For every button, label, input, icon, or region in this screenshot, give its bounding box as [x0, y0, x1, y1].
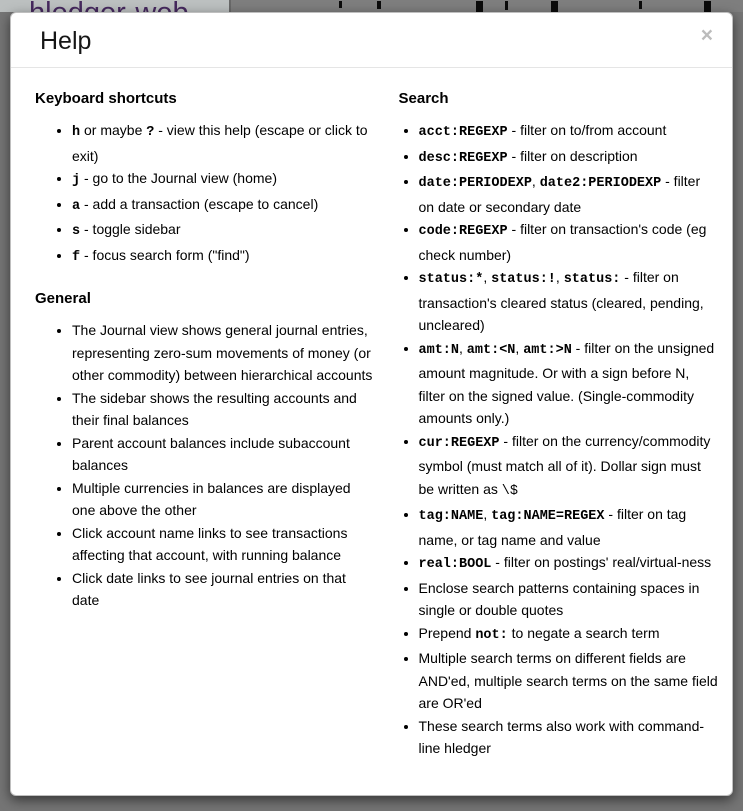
- help-list: [399, 119, 719, 760]
- code-token: a: [72, 198, 81, 214]
- code-token: tag:NAME: [418, 509, 484, 524]
- heading-glyph: [639, 1, 642, 9]
- modal-title: Help: [40, 27, 92, 55]
- code-token: tag:NAME=REGEX: [491, 509, 605, 524]
- heading-glyph: [704, 1, 711, 12]
- code-token: status:*: [418, 272, 484, 287]
- text-token: The Journal view shows general journal entries, representing zero-sum movements of money (or other commodity) between hierarchical accounts: [72, 322, 373, 383]
- text-token: ,: [555, 269, 564, 285]
- code-token: ?: [146, 125, 155, 140]
- close-icon[interactable]: ×: [700, 24, 713, 47]
- list-item: [419, 577, 719, 622]
- list-item: [72, 387, 377, 432]
- list-item: [419, 503, 719, 551]
- code-token: \$: [501, 483, 518, 499]
- code-token: j: [72, 173, 81, 188]
- text-token: - filter on transaction's code (eg check number): [418, 221, 707, 263]
- help-modal: [10, 12, 733, 796]
- code-token: s: [72, 224, 81, 239]
- text-token: or maybe: [80, 122, 147, 138]
- code-token: date:PERIODEXP: [418, 176, 532, 191]
- text-token: - filter on transaction's cleared status (cleared, pending, uncleared): [418, 269, 704, 333]
- code-token: desc:REGEXP: [418, 150, 508, 166]
- section-heading: Search: [398, 90, 449, 107]
- text-token: - filter on postings' real/virtual-ness: [491, 554, 712, 570]
- code-token: status:: [563, 272, 621, 287]
- list-item: [419, 647, 719, 715]
- text-token: Click date links to see journal entries on that date: [72, 569, 346, 608]
- list-item: [72, 319, 377, 387]
- page-sidebar-fragment: [0, 0, 231, 12]
- text-token: - filter on tag name, or tag name and value: [418, 506, 687, 548]
- list-item: [72, 432, 377, 477]
- code-token: status:!: [491, 272, 556, 287]
- help-list: [35, 319, 377, 612]
- text-token: ,: [515, 339, 524, 356]
- background-page-strip: [0, 0, 743, 12]
- code-token: date2:PERIODEXP: [539, 176, 662, 191]
- list-item: [72, 477, 377, 522]
- heading-glyph: [505, 1, 508, 10]
- code-token: amt:<N: [466, 342, 516, 358]
- text-token: - focus search form ("find"): [80, 246, 250, 263]
- text-token: Multiple search terms on different fields are AND'ed, multiple search terms on the same field are OR'ed: [418, 650, 718, 711]
- text-token: ,: [483, 506, 492, 522]
- text-token: - filter on to/from account: [507, 122, 667, 138]
- list-item: [72, 193, 377, 219]
- code-token: amt:N: [418, 342, 460, 358]
- list-item: [419, 715, 719, 760]
- code-token: h: [72, 125, 81, 140]
- text-token: ,: [531, 173, 540, 189]
- text-token: The sidebar shows the resulting accounts and their final balances: [72, 389, 357, 428]
- help-column-right: [377, 86, 719, 770]
- list-item: [419, 218, 719, 266]
- list-item: [72, 522, 377, 567]
- text-token: - add a transaction (escape to cancel): [80, 195, 319, 212]
- section-heading: Keyboard shortcuts: [35, 90, 177, 107]
- list-item: [72, 244, 377, 270]
- text-token: Enclose search patterns containing spaces in single or double quotes: [418, 579, 700, 618]
- heading-glyph: [476, 1, 483, 12]
- list-item: [419, 266, 719, 337]
- section-heading: General: [35, 290, 91, 307]
- list-item: [419, 622, 719, 648]
- help-list: [35, 119, 377, 269]
- heading-glyph: [377, 1, 381, 9]
- heading-glyph: [551, 1, 558, 12]
- text-token: - filter on the currency/commodity symbol (must match all of it). Dollar sign must be written as: [418, 432, 711, 497]
- list-item: [72, 567, 377, 612]
- list-item: [72, 167, 377, 193]
- list-item: [419, 430, 719, 504]
- page-heading-fragment: [231, 0, 743, 12]
- heading-glyph: [339, 1, 342, 8]
- code-token: cur:REGEXP: [418, 435, 500, 451]
- modal-body: [11, 68, 732, 790]
- text-token: - view this help (escape or click to exit): [72, 122, 368, 164]
- list-item: [419, 145, 719, 171]
- text-token: Parent account balances include subaccount balances: [72, 434, 350, 473]
- text-token: - filter on date or secondary date: [418, 173, 701, 215]
- text-token: - go to the Journal view (home): [80, 170, 277, 186]
- text-token: - toggle sidebar: [80, 221, 181, 237]
- code-token: amt:>N: [523, 342, 572, 358]
- text-token: Click account name links to see transactions affecting that account, with running balance: [72, 524, 348, 563]
- list-item: [72, 119, 377, 167]
- list-item: [419, 119, 719, 145]
- list-item: [419, 551, 719, 577]
- text-token: Prepend: [418, 624, 476, 641]
- text-token: - filter on the unsigned amount magnitude. Or with a sign before N, filter on the signed value. (Single-commodity amounts only.): [418, 339, 715, 426]
- text-token: to negate a search term: [507, 624, 660, 641]
- code-token: acct:REGEXP: [418, 125, 508, 140]
- modal-header: [11, 13, 732, 68]
- text-token: ,: [483, 269, 492, 285]
- code-token: code:REGEXP: [418, 224, 508, 239]
- list-item: [72, 218, 377, 244]
- code-token: not:: [475, 627, 508, 643]
- text-token: - filter on description: [507, 147, 638, 164]
- text-token: Multiple currencies in balances are displayed one above the other: [72, 479, 351, 518]
- code-token: real:BOOL: [418, 557, 492, 572]
- help-column-left: [35, 86, 377, 770]
- text-token: These search terms also work with command-line hledger: [418, 717, 705, 756]
- code-token: f: [72, 249, 81, 265]
- text-token: ,: [459, 339, 467, 356]
- list-item: [419, 337, 719, 430]
- list-item: [419, 170, 719, 218]
